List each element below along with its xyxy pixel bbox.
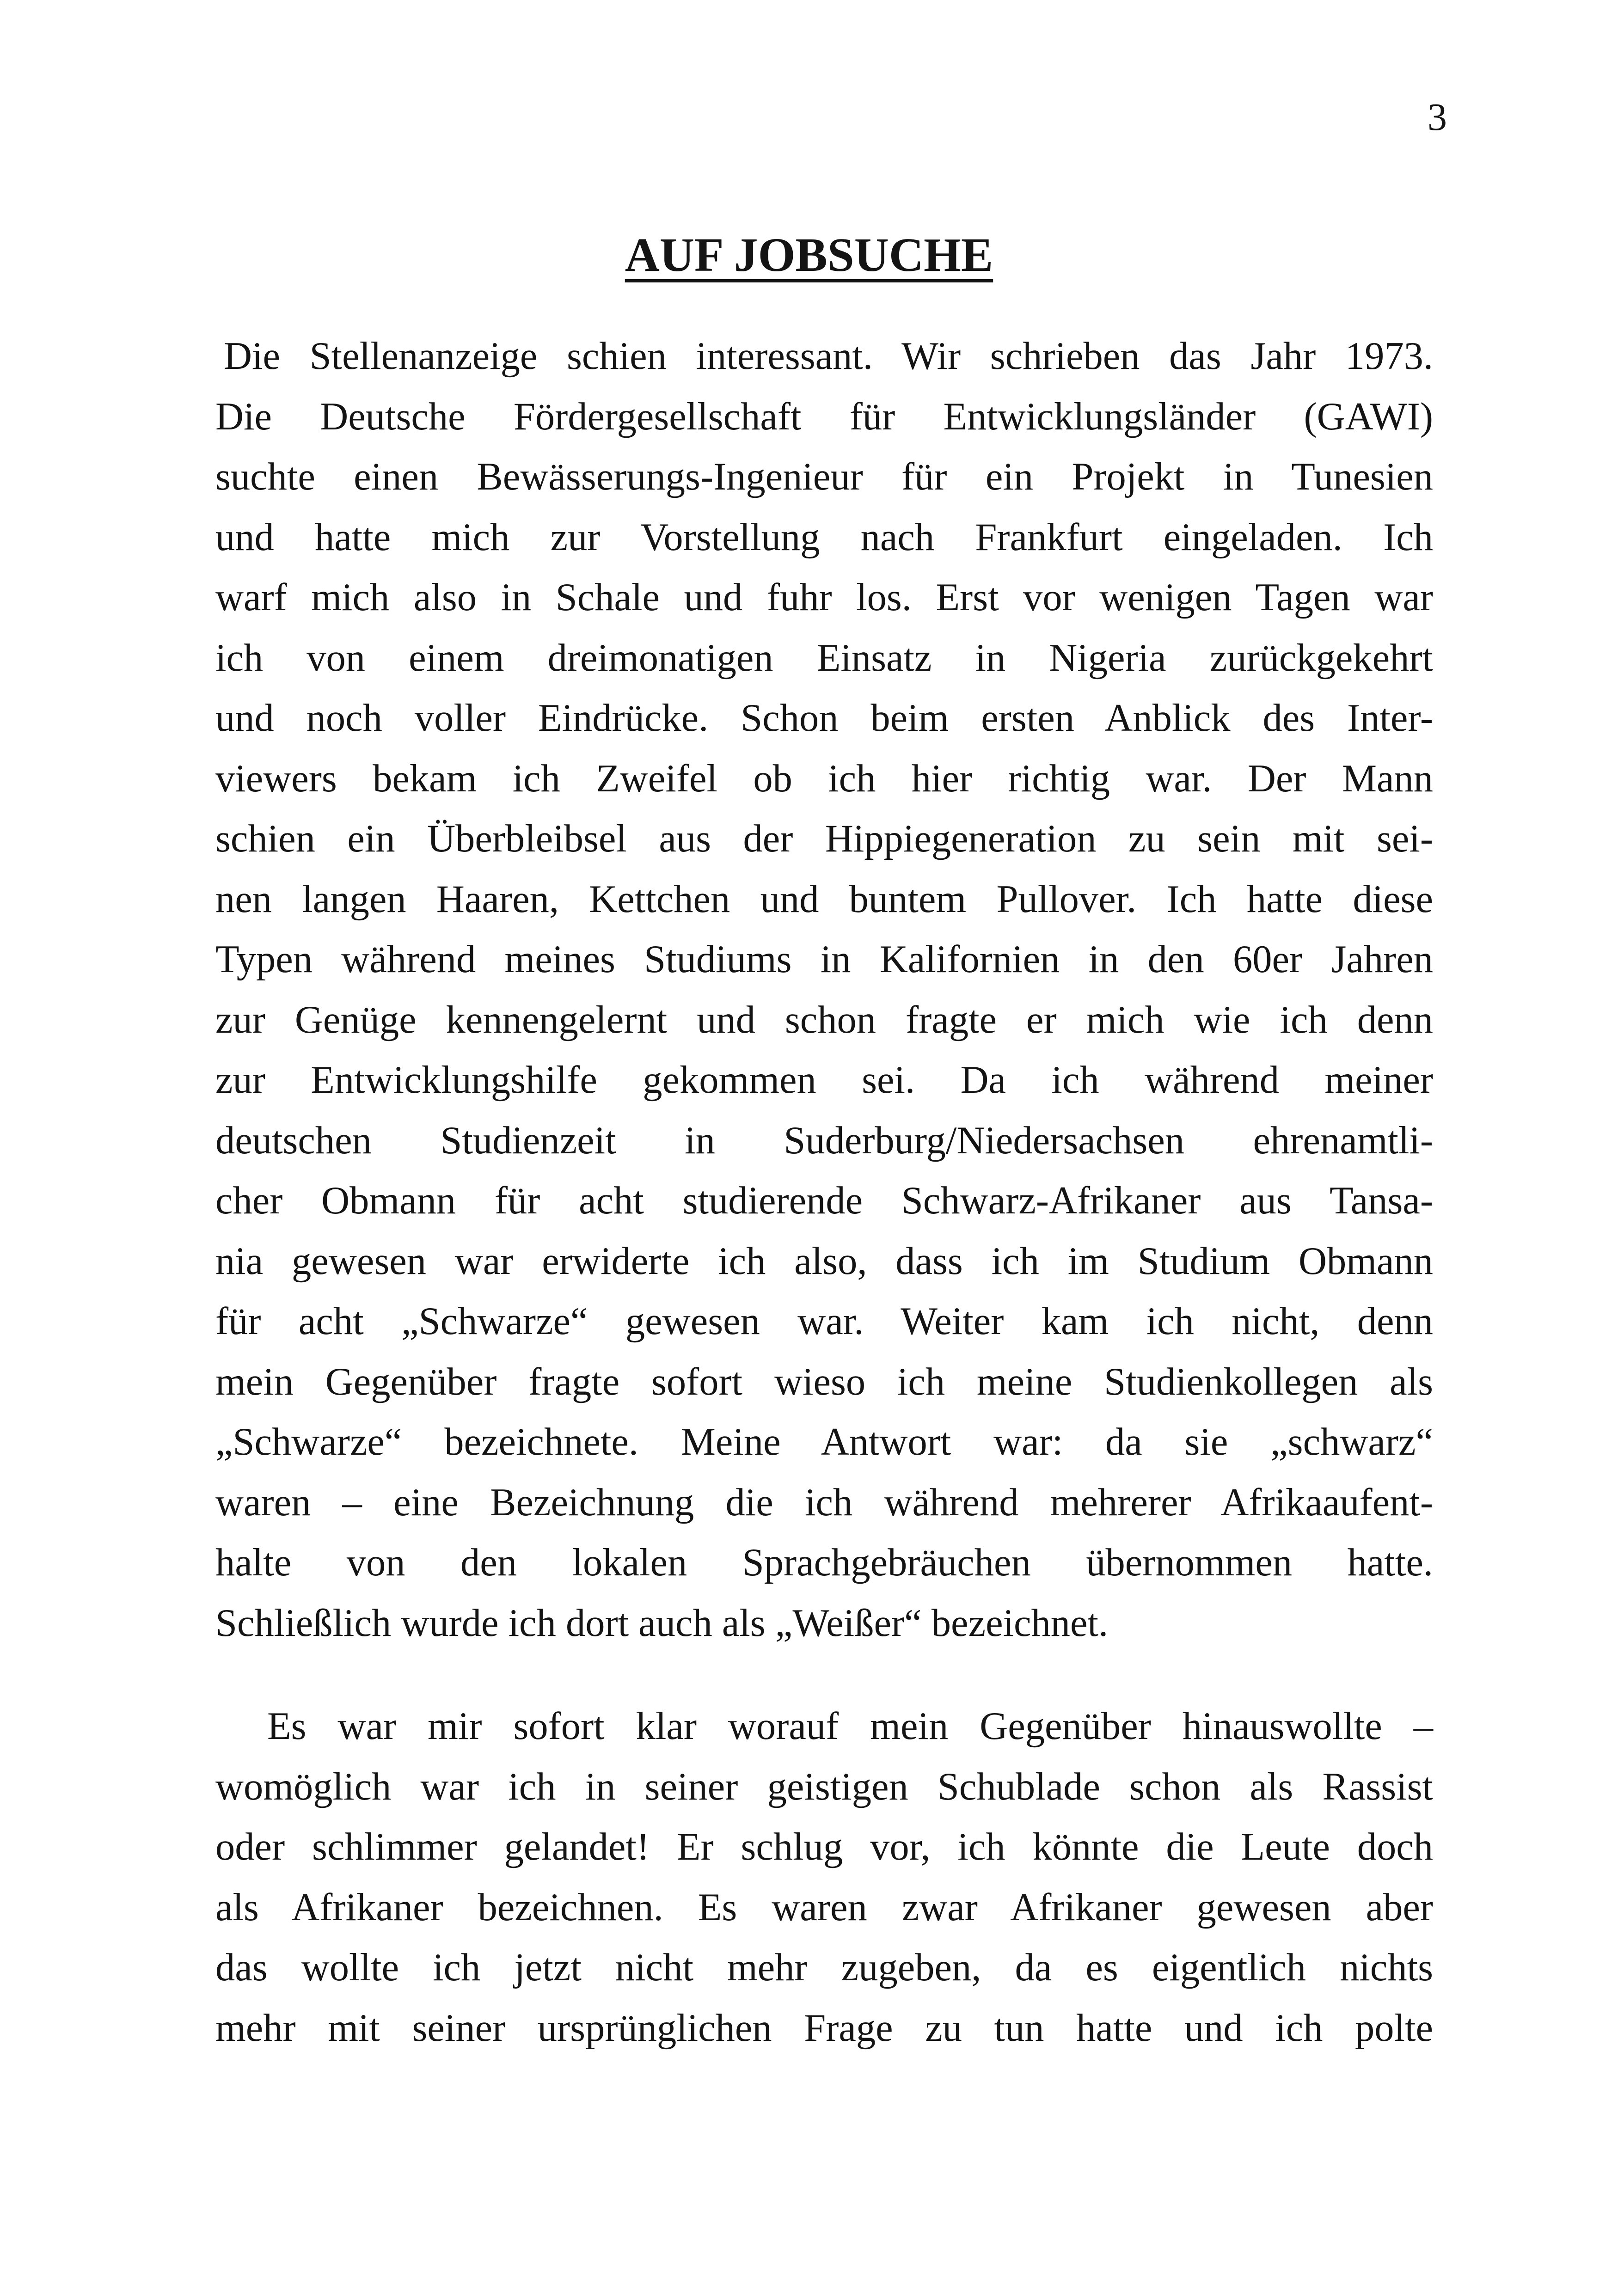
text-line: als Afrikaner bezeichnen. Es waren zwar Afrikaner gewesen aber bbox=[215, 1886, 1433, 1929]
text-line: zur Entwicklungshilfe gekommen sei. Da ich während meiner bbox=[215, 1059, 1433, 1102]
text-line: deutschen Studienzeit in Suderburg/Niedersachsen ehrenamtli- bbox=[215, 1119, 1433, 1162]
page-number: 3 bbox=[1428, 96, 1447, 139]
text-line: mein Gegenüber fragte sofort wieso ich meine Studienkollegen als bbox=[215, 1360, 1433, 1403]
text-line: waren – eine Bezeichnung die ich während mehrerer Afrikaaufent- bbox=[215, 1481, 1433, 1524]
text-line: Die Stellenanzeige schien interessant. Wir schrieben das Jahr 1973. bbox=[224, 335, 1433, 378]
text-line: Die Deutsche Fördergesellschaft für Entwicklungsländer (GAWI) bbox=[215, 395, 1433, 438]
paragraph bbox=[215, 1696, 1433, 2058]
text-line: mehr mit seiner ursprünglichen Frage zu tun hatte und ich polte bbox=[215, 2006, 1433, 2050]
text-line: womöglich war ich in seiner geistigen Schublade schon als Rassist bbox=[215, 1765, 1433, 1808]
text-line: halte von den lokalen Sprachgebräuchen übernommen hatte. bbox=[215, 1541, 1433, 1584]
text-line: suchte einen Bewässerungs-Ingenieur für ein Projekt in Tunesien bbox=[215, 455, 1433, 498]
text-line: zur Genüge kennengelernt und schon fragte er mich wie ich denn bbox=[215, 998, 1433, 1041]
paragraph bbox=[215, 326, 1433, 1653]
text-line: Typen während meines Studiums in Kalifornien in den 60er Jahren bbox=[215, 938, 1433, 981]
text-line: und noch voller Eindrücke. Schon beim ersten Anblick des Inter- bbox=[215, 697, 1433, 740]
text-line: Schließlich wurde ich dort auch als „Weißer“ bezeichnet. bbox=[215, 1601, 1109, 1645]
text-line: nen langen Haaren, Kettchen und buntem Pullover. Ich hatte diese bbox=[215, 877, 1433, 921]
text-line: für acht „Schwarze“ gewesen war. Weiter kam ich nicht, denn bbox=[215, 1300, 1433, 1343]
text-line: ich von einem dreimonatigen Einsatz in Nigeria zurückgekehrt bbox=[215, 636, 1433, 680]
text-line: warf mich also in Schale und fuhr los. Erst vor wenigen Tagen war bbox=[215, 576, 1433, 619]
text-line: und hatte mich zur Vorstellung nach Frankfurt eingeladen. Ich bbox=[215, 515, 1433, 559]
text-line: das wollte ich jetzt nicht mehr zugeben, da es eigentlich nichts bbox=[215, 1946, 1433, 1989]
text-line: cher Obmann für acht studierende Schwarz-Afrikaner aus Tansa- bbox=[215, 1179, 1433, 1222]
chapter-title: AUF JOBSUCHE bbox=[625, 228, 993, 282]
text-line: nia gewesen war erwiderte ich also, dass ich im Studium Obmann bbox=[215, 1239, 1433, 1283]
text-line: Es war mir sofort klar worauf mein Gegenüber hinauswollte – bbox=[267, 1705, 1433, 1748]
text-line: oder schlimmer gelandet! Er schlug vor, ich könnte die Leute doch bbox=[215, 1825, 1433, 1868]
text-line: „Schwarze“ bezeichnete. Meine Antwort war: da sie „schwarz“ bbox=[215, 1420, 1433, 1463]
text-line: schien ein Überbleibsel aus der Hippiegeneration zu sein mit sei- bbox=[215, 817, 1433, 860]
text-line: viewers bekam ich Zweifel ob ich hier richtig war. Der Mann bbox=[215, 757, 1433, 800]
